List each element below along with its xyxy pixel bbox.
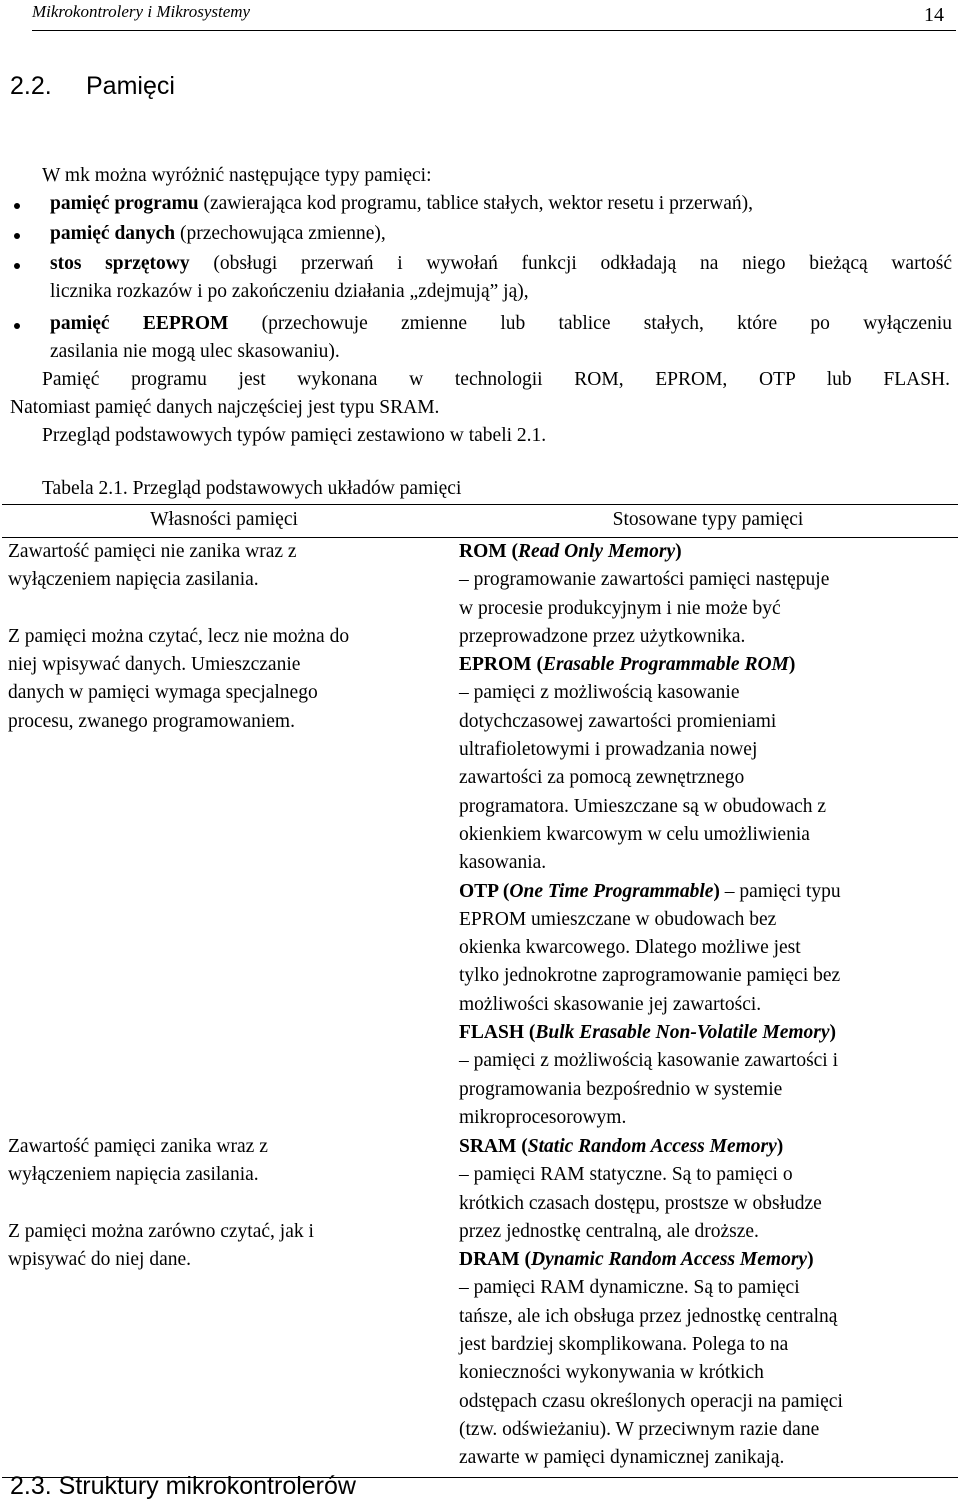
cell-nonvolatile-properties	[8, 538, 349, 736]
cell-line: Zawartość pamięci zanika wraz z	[8, 1136, 268, 1157]
cell-line: w procesie produkcyjnym i nie może być	[459, 597, 781, 619]
cell-line: – pamięci RAM dynamiczne. Są to pamięci	[459, 1277, 800, 1299]
column-header-properties: Własności pamięci	[150, 509, 298, 530]
cell-line: okienka kwarcowego. Dlatego możliwe jest	[459, 937, 801, 959]
page-header	[32, 0, 956, 31]
cell-line: programowania bezpośrednio w systemie	[459, 1078, 783, 1100]
cell-line: EPROM umieszczane w obudowach bez	[459, 908, 777, 930]
cell-line: (tzw. odświeżaniu). W przeciwnym razie dane	[459, 1418, 820, 1440]
cell-line	[8, 1190, 314, 1218]
cell-line: procesu, zwanego programowaniem.	[8, 710, 295, 732]
cell-line	[8, 595, 349, 623]
bullet-term: stos sprzętowy	[50, 253, 190, 274]
bullet-item	[50, 220, 386, 248]
memory-type-flash: FLASH (Bulk Erasable Non-Volatile Memory)	[459, 1022, 837, 1044]
cell-line: krótkich czasach dostępu, prostsze w obsłudze	[459, 1192, 822, 1214]
bullet-item	[50, 250, 952, 278]
memory-type-sram: SRAM (Static Random Access Memory)	[459, 1136, 784, 1157]
memory-type-rom: ROM (Read Only Memory)	[459, 541, 682, 562]
bullet-continuation: licznika rozkazów i po zakończeniu działania „zdejmują” ją),	[50, 281, 529, 302]
bullet-text: (obsługi przerwań i wywołań funkcji odkładają na niego bieżącą wartość	[189, 253, 952, 274]
cell-line: przez jednostkę centralną, ale droższe.	[459, 1220, 759, 1242]
bullet-icon	[14, 263, 20, 269]
next-section-title: Struktury mikrokontrolerów	[58, 1472, 356, 1500]
cell-line: zawartości za pomocą zewnętrznego	[459, 767, 745, 789]
memory-type-dram: DRAM (Dynamic Random Access Memory)	[459, 1249, 814, 1271]
running-title: Mikrokontrolery i Mikrosystemy	[32, 2, 251, 21]
page-number: 14	[924, 4, 944, 26]
cell-line: okienkiem kwarcowym w celu umożliwienia	[459, 823, 810, 845]
section-heading	[10, 72, 175, 101]
cell-line: mikroprocesorowym.	[459, 1106, 627, 1128]
cell-line: odstępach czasu określonych operacji na pamięci	[459, 1390, 843, 1412]
cell-line: tylko jednokrotne zaprogramowanie pamięci bez	[459, 965, 841, 987]
cell-line: Z pamięci można czytać, lecz nie można do	[8, 625, 350, 647]
table-caption: Tabela 2.1. Przegląd podstawowych układów pamięci	[42, 478, 462, 499]
cell-line: – pamięci z możliwością kasowanie	[459, 682, 740, 704]
bullet-item	[50, 190, 753, 218]
cell-line: Z pamięci można zarówno czytać, jak i	[8, 1220, 314, 1242]
section-title: Pamięci	[86, 72, 175, 100]
next-section-heading	[10, 1472, 356, 1501]
cell-line: dotychczasowej zawartości promieniami	[459, 710, 777, 732]
intro-text: W mk można wyróżnić następujące typy pamięci:	[42, 165, 432, 186]
cell-line: – pamięci RAM statyczne. Są to pamięci o	[459, 1164, 793, 1186]
bullet-icon	[14, 323, 20, 329]
bullet-text: (przechowuje zmienne lub tablice stałych, które po wyłączeniu	[228, 313, 952, 334]
bullet-term: pamięć programu	[50, 193, 199, 214]
cell-line: wyłączeniem napięcia zasilania.	[8, 1164, 259, 1186]
bullet-term: pamięć danych	[50, 223, 176, 244]
cell-line: możliwości skasowanie jej zawartości.	[459, 993, 762, 1015]
cell-line: tańsze, ale ich obsługa przez jednostkę centralną	[459, 1305, 838, 1327]
cell-line: jest bardziej skomplikowana. Polega to na	[459, 1334, 789, 1356]
cell-line: przeprowadzone przez użytkownika.	[459, 625, 746, 647]
bullet-text: (przechowująca zmienne),	[175, 223, 386, 244]
paragraph-line: Przegląd podstawowych typów pamięci zestawiono w tabeli 2.1.	[42, 425, 547, 446]
column-header-types: Stosowane typy pamięci	[612, 509, 804, 530]
cell-volatile-properties	[8, 1133, 314, 1274]
cell-line: ultrafioletowymi i prowadzania nowej	[459, 739, 758, 761]
cell-line: Zawartość pamięci nie zanika wraz z	[8, 541, 297, 562]
section-number: 2.2.	[10, 72, 52, 100]
bullet-text: (zawierająca kod programu, tablice stałych, wektor resetu i przerwań),	[198, 193, 754, 214]
paragraph-line: Pamięć programu jest wykonana w technologii ROM, EPROM, OTP lub FLASH.	[42, 369, 950, 390]
cell-line: zawarte w pamięci dynamicznej zanikają.	[459, 1447, 785, 1469]
cell-line: wyłączeniem napięcia zasilania.	[8, 569, 259, 591]
cell-line: kasowania.	[459, 852, 547, 874]
cell-volatile-types	[459, 1133, 843, 1473]
memory-table	[2, 504, 958, 1478]
bullet-continuation: zasilania nie mogą ulec skasowaniu).	[50, 341, 340, 362]
cell-line: – programowanie zawartości pamięci następuje	[459, 569, 830, 591]
cell-line: wpisywać do niej dane.	[8, 1249, 192, 1271]
cell-line: konieczności wykonywania w krótkich	[459, 1362, 764, 1384]
memory-type-otp: OTP (One Time Programmable) – pamięci typu	[459, 880, 841, 902]
memory-type-eprom: EPROM (Erasable Programmable ROM)	[459, 654, 796, 676]
cell-line: – pamięci z możliwością kasowanie zawartości i	[459, 1050, 839, 1072]
cell-line: programatora. Umieszczane są w obudowach z	[459, 795, 827, 817]
bullet-term: pamięć EEPROM	[50, 313, 229, 334]
paragraph-line: Natomiast pamięć danych najczęściej jest typu SRAM.	[10, 397, 440, 418]
bullet-icon	[14, 203, 20, 209]
cell-nonvolatile-types	[459, 538, 841, 1132]
next-section-number: 2.3.	[10, 1472, 52, 1500]
bullet-item	[50, 310, 952, 338]
cell-line: niej wpisywać danych. Umieszczanie	[8, 654, 301, 676]
bullet-icon	[14, 233, 20, 239]
cell-line: danych w pamięci wymaga specjalnego	[8, 682, 318, 704]
